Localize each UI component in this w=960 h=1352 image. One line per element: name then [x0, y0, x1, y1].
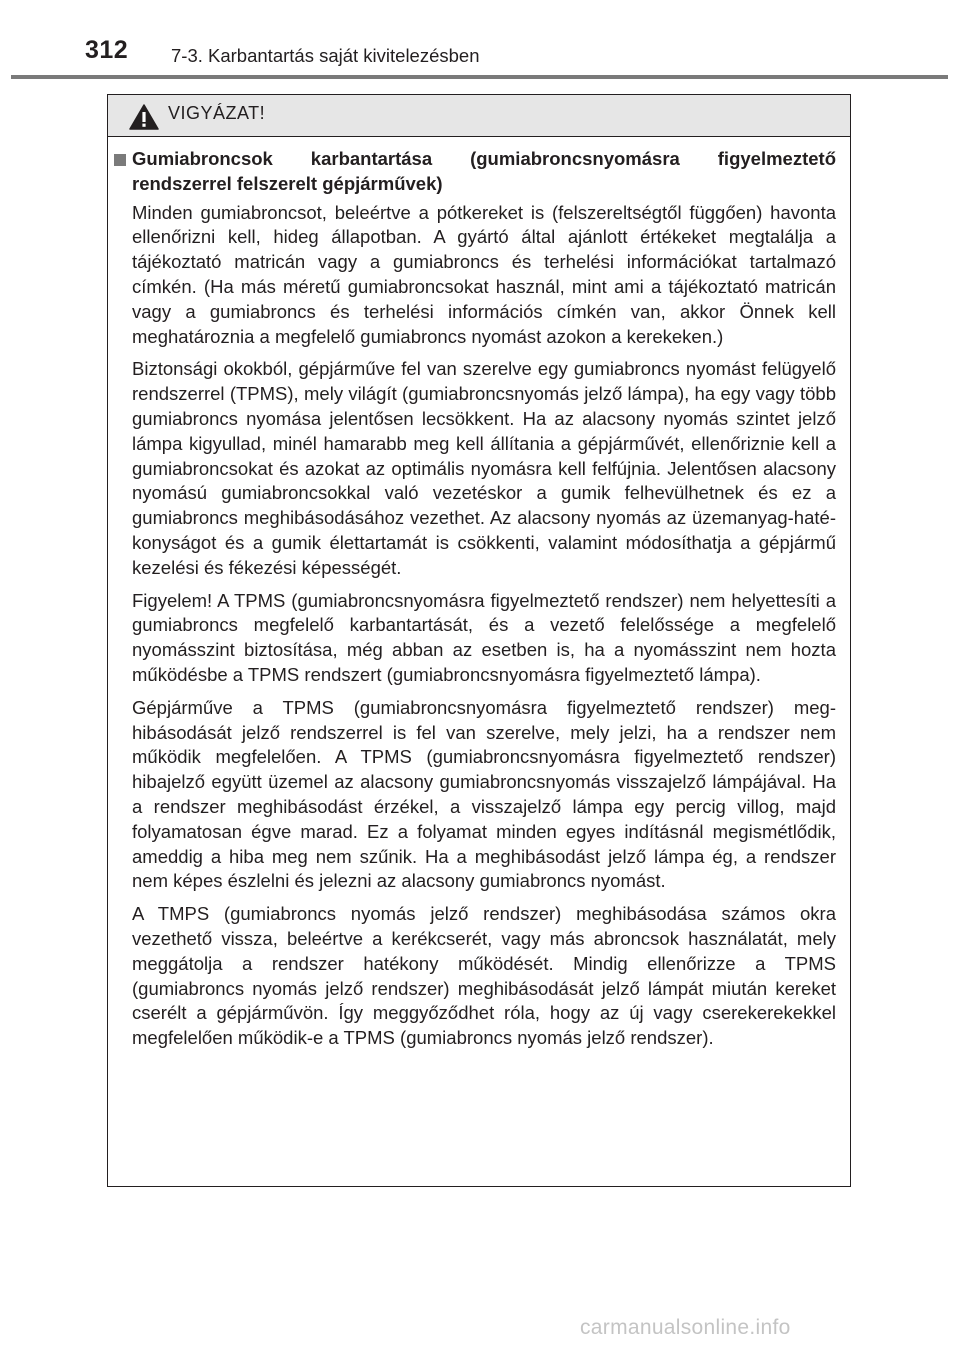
- paragraph: Biztonsági okokból, gépjárműve fel van szerelve egy gumiabroncs nyomást felügyelő rendszerrel (TPMS), mely világít (gumiabroncsnyomás jelző lámpa), ha egy vagy több gumiabroncs nyomása jelentősen lecsökkent. Ha az alacsony nyomás szintet jelző lámpa kigyullad, minél hamarabb meg kell állítania a gépjárművét, ellenőriznie kell a gumiabroncsokat és azokat az optimális nyomásra kell felfújnia. Jelentősen alacsony nyomású gumiabroncsokkal való vezetéskor a gumik felhevülhetnek és ez a gumiabroncs meghibásodásához vezethet. Az alacsony nyomás az üzemanyag-hatékonyságot és a gumik élettartamát is csökkenti, valamint módosíthatja a gépjármű kezelési és fékezési képességét.: [132, 358, 836, 578]
- caution-body: [108, 137, 850, 1051]
- header-divider: [11, 75, 948, 79]
- section-heading-text: Gumiabroncsok karbantartása (gumiabroncsnyomásra figyelmeztető rendszerrel felszerelt gépjárművek): [132, 148, 836, 194]
- caution-label: VIGYÁZAT!: [168, 103, 266, 123]
- caution-box: [107, 94, 851, 1187]
- section-heading: [114, 147, 836, 197]
- paragraph: Figyelem! A TPMS (gumiabroncsnyomásra figyelmeztető rendszer) nem helyettesíti a gumiabroncs megfelelő karbantartását, és a vezető felelőssége a megfelelő nyomásszint biztosítása, még abban az esetben is, ha a nyomásszint nem hozta működésbe a TPMS rendszert (gumiabroncsnyomásra figyelmeztető lámpa).: [132, 589, 836, 685]
- paragraph: A TMPS (gumiabroncs nyomás jelző rendszer) meghibásodása számos okra vezethető vissza, beleértve a kerékcserét, vagy más abroncsok használatát, mely meggátolja a rendszer hatékony működését. Mindig ellenőrizze a TPMS (gumiabroncs nyomás jelző rendszer) meghibásodását jelző lámpát miután kereket cserélt a gépjárművön. Így meggyőződhet róla, hogy az új vagy cserekerekekkel megfelelően működik-e a TPMS (gumiabroncs nyomás jelző rendszer).: [132, 903, 836, 1049]
- page-header: [0, 0, 960, 80]
- caution-header: [108, 95, 850, 137]
- watermark: carmanualsonline.info: [580, 1316, 791, 1339]
- page-number: 312: [85, 36, 129, 64]
- paragraph: Gépjárműve a TPMS (gumiabroncsnyomásra figyelmeztető rendszer) meghibásodását jelző rendszerrel is fel van szerelve, mely jelzi, ha a rendszer nem működik megfelelően. A TPMS (gumiabroncsnyomásra figyelmeztető rendszer) hibajelző együtt üzemel az alacsony gumiabroncsnyomás visszajelző lámpájával. Ha a rendszer meghibásodást érzékel, a visszajelző lámpa egy percig villog, majd folyamatosan égve marad. Ez a folyamat minden egyes indításnál megismétlődik, ameddig a hiba meg nem szűnik. Ha a meghibásodást jelző lámpa ég, a rendszer nem képes észlelni és jelezni az alacsony gumiabroncs nyomást.: [132, 696, 836, 892]
- paragraph: Minden gumiabroncsot, beleértve a pótkereket is (felszereltségtől függően) havonta ellenőrizni kell, hideg állapotban. A gyártó által ajánlott értékeket megtalálja a tájékoztató matricán vagy a gumiabroncs és terhelési információkat tartalmazó címkén. (Ha más méretű gumiabroncsokat használ, mint ami a tájékoztató matricán vagy a gumiabroncs és terhelési információs címkén van, akkor Önnek kell meghatároznia a megfelelő gumiabroncs nyomást azokon a kerekeken.): [132, 201, 836, 347]
- warning-triangle-icon: [129, 104, 159, 130]
- section-title: 7-3. Karbantartás saját kivitelezésben: [171, 45, 480, 66]
- square-bullet-icon: [114, 154, 126, 166]
